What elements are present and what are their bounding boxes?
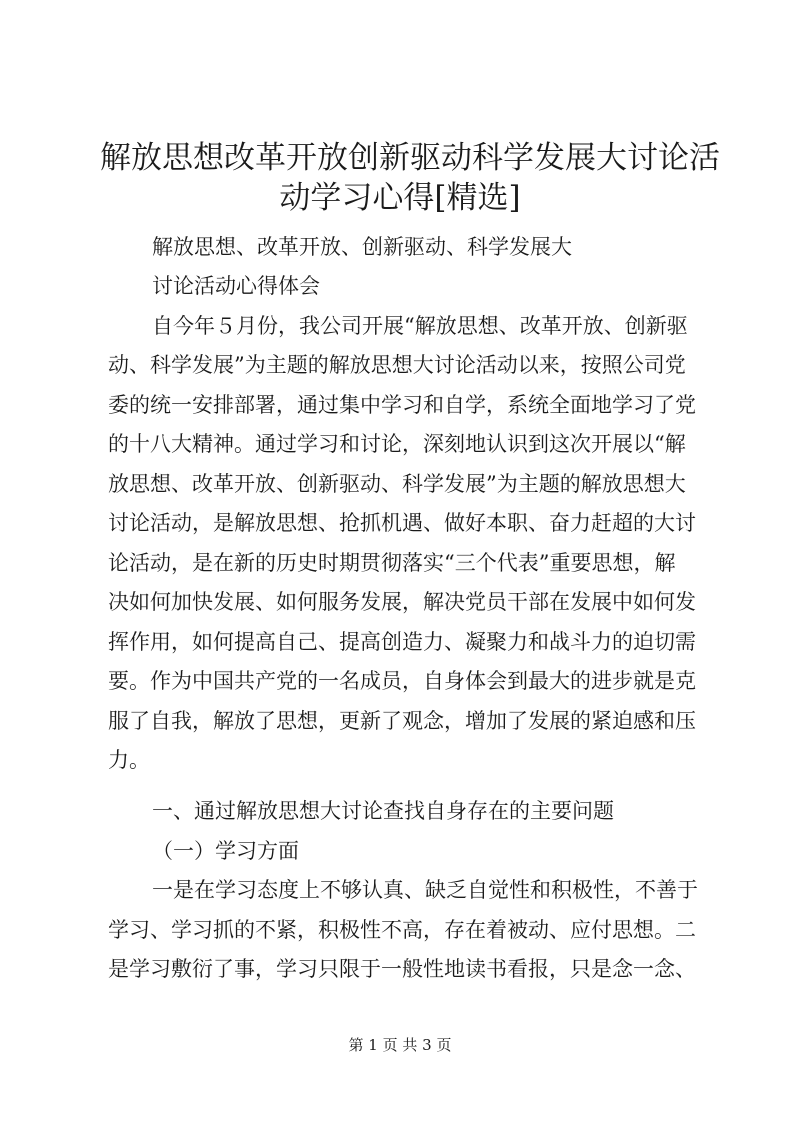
body-line: 自今年５月份，我公司开展“解放思想、改革开放、创新驱 — [152, 314, 688, 338]
body-line: 委的统一安排部署，通过集中学习和自学，系统全面地学习了党 — [108, 393, 696, 417]
section-body-line: 是学习敷衍了事，学习只限于一般性地读书看报，只是念一念、 — [108, 957, 696, 981]
document-title-line-2: 动学习心得[精选] — [279, 180, 521, 216]
section-heading: 一、通过解放思想大讨论查找自身存在的主要问题 — [152, 799, 614, 823]
body-line: 挥作用，如何提高自己、提高创造力、凝聚力和战斗力的迫切需 — [108, 630, 696, 654]
body-line: 讨论活动，是解放思想、抢抓机遇、做好本职、奋力赶超的大讨 — [108, 511, 696, 535]
section-body-line: 学习、学习抓的不紧，积极性不高，存在着被动、应付思想。二 — [108, 918, 696, 942]
page-footer: 第 1 页 共 3 页 — [348, 1036, 452, 1054]
subsection-heading: （一）学习方面 — [152, 839, 299, 863]
body-line: 动、科学发展”为主题的解放思想大讨论活动以来，按照公司党 — [108, 353, 686, 377]
body-line: 决如何加快发展、如何服务发展，解决党员干部在发展中如何发 — [108, 590, 696, 614]
body-line: 放思想、改革开放、创新驱动、科学发展”为主题的解放思想大 — [108, 472, 686, 496]
body-line: 服了自我，解放了思想，更新了观念，增加了发展的紧迫感和压 — [108, 709, 696, 733]
document-title-line-1: 解放思想改革开放创新驱动科学发展大讨论活 — [100, 140, 720, 176]
section-body-line: 一是在学习态度上不够认真、缺乏自觉性和积极性，不善于 — [152, 878, 698, 902]
subtitle-line-2: 讨论活动心得体会 — [152, 274, 320, 298]
body-line: 力。 — [108, 748, 150, 772]
body-line: 的十八大精神。通过学习和讨论，深刻地认识到这次开展以“解 — [108, 432, 686, 456]
subtitle-line-1: 解放思想、改革开放、创新驱动、科学发展大 — [152, 235, 572, 259]
body-line: 要。作为中国共产党的一名成员，自身体会到最大的进步就是克 — [108, 669, 696, 693]
body-line: 论活动，是在新的历史时期贯彻落实“三个代表”重要思想，解 — [108, 551, 676, 575]
